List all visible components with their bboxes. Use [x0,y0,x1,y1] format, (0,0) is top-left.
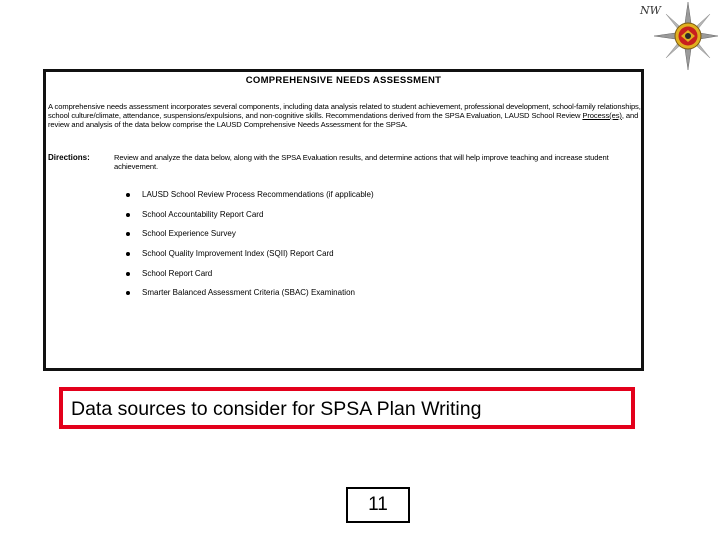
intro-link: Process(es) [582,111,622,120]
intro-text-start: A comprehensive needs assessment incorporates several components, including data analysis related to student achievement, professional development, school-family relationships, school culture/climate, attendance, suspensions/expulsions, and non-cognitive skills. Recommendations derived from the SPSA Evaluation, LAUSD School Review [48,102,641,120]
page-number: 11 [368,494,388,515]
directions-label: Directions: [48,153,90,162]
document-screenshot [43,69,644,371]
page-number-box [346,487,410,523]
data-source-list [126,190,374,308]
document-title: COMPREHENSIVE NEEDS ASSESSMENT [245,75,442,86]
intro-text-end: , and review and analysis of the data below comprise the LAUSD Comprehensive Needs Assessment for the SPSA. [48,111,639,129]
list-item: Smarter Balanced Assessment Criteria (SBAC) Examination [126,288,374,308]
logo-text: NW [640,4,661,17]
list-item: School Report Card [126,269,374,289]
compass-rose-seal-icon [654,2,718,70]
list-item: School Quality Improvement Index (SQII) Report Card [126,249,374,269]
list-item: School Accountability Report Card [126,210,374,230]
list-item: School Experience Survey [126,229,374,249]
caption-text: Data sources to consider for SPSA Plan Writing [71,398,482,420]
list-item: LAUSD School Review Process Recommendations (if applicable) [126,190,374,210]
document-intro [48,102,642,129]
caption-box [59,387,635,429]
directions-text: Review and analyze the data below, along with the SPSA Evaluation results, and determine actions that will help improve teaching and increase student achievement. [114,153,609,171]
